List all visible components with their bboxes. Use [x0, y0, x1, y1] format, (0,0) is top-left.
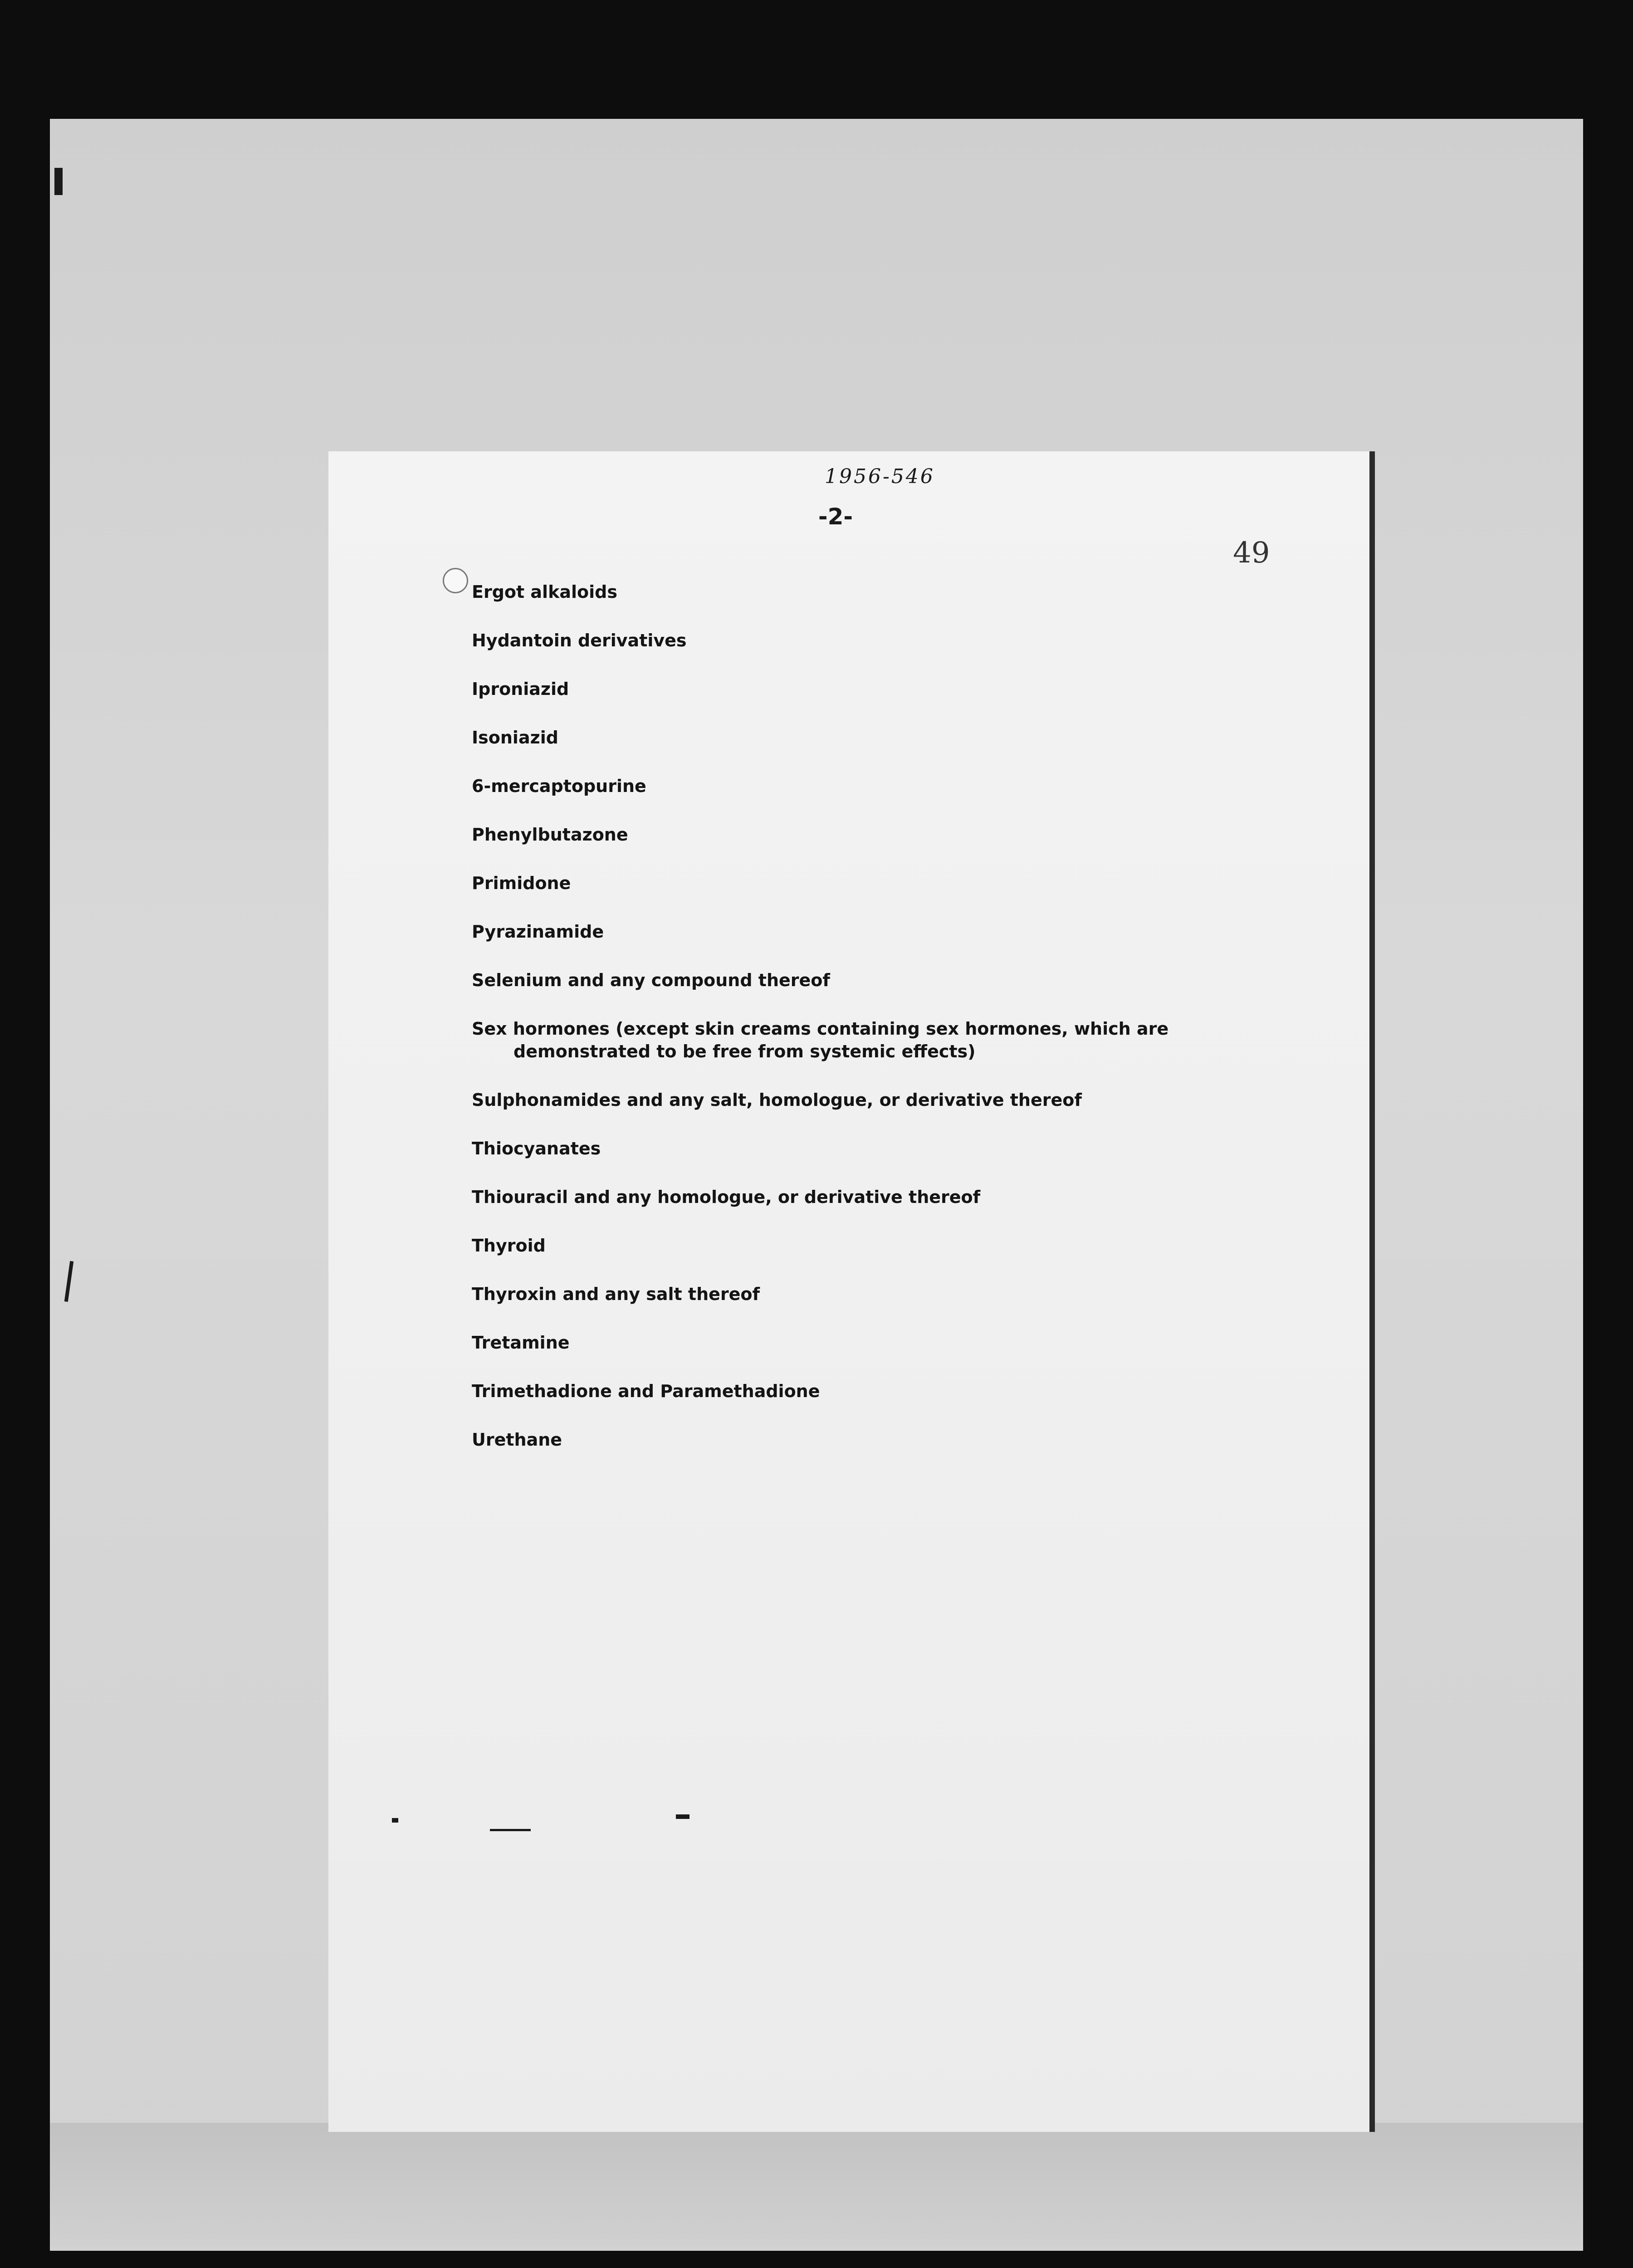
- list-item: Sex hormones (except skin creams containing sex hormones, which are demonstrated to be free from systemic effects): [472, 1019, 1169, 1061]
- speck-mark: [392, 1818, 398, 1823]
- list-item: Isoniazid: [472, 728, 558, 748]
- list-item: Thyroid: [472, 1236, 546, 1256]
- list-item: Urethane: [472, 1430, 562, 1450]
- folio-number: 49: [1233, 536, 1270, 570]
- speck-mark: [676, 1814, 689, 1819]
- backing-bottom-band: [50, 2123, 1583, 2245]
- list-item: Thiouracil and any homologue, or derivative thereof: [472, 1187, 981, 1207]
- list-item: Iproniazid: [472, 679, 569, 699]
- list-item: Hydantoin derivatives: [472, 631, 687, 650]
- edge-mark: [54, 168, 63, 195]
- speck-mark: [490, 1829, 531, 1831]
- list-item: Thiocyanates: [472, 1139, 601, 1158]
- list-item: Tretamine: [472, 1333, 570, 1353]
- list-item: Phenylbutazone: [472, 825, 628, 845]
- page-number: -2-: [818, 503, 853, 530]
- drug-list: [472, 581, 1270, 1477]
- list-item: Primidone: [472, 873, 571, 893]
- handwritten-reference: 1956-546: [825, 465, 935, 488]
- list-item: Trimethadione and Paramethadione: [472, 1381, 820, 1401]
- list-item: Pyrazinamide: [472, 922, 604, 942]
- list-item: Selenium and any compound thereof: [472, 970, 830, 990]
- list-item: Ergot alkaloids: [472, 582, 617, 602]
- list-item: 6-mercaptopurine: [472, 776, 646, 796]
- punch-hole-icon: [443, 568, 468, 593]
- list-item: Thyroxin and any salt thereof: [472, 1284, 760, 1304]
- list-item: Sulphonamides and any salt, homologue, or derivative thereof: [472, 1090, 1082, 1110]
